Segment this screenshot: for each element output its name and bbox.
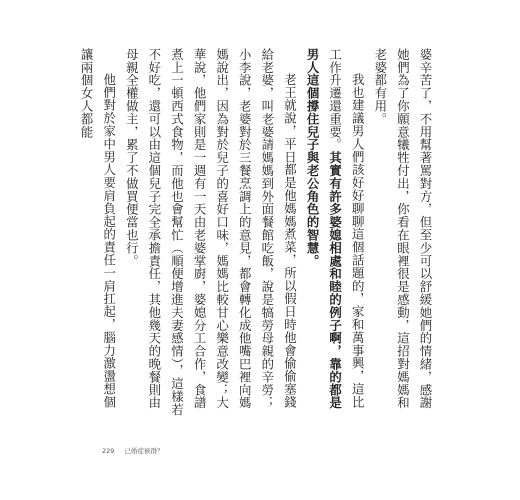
body-text [75, 48, 437, 418]
paragraph-2-plain: 我也建議男人們該好好聊聊這個話題的，家和萬事興，這比工作升遷還重要。 [327, 48, 366, 409]
paragraph-4: 他們對於家中男人要肩負起的責任一肩扛起，腦力激盪想個讓兩個女人都能 [79, 48, 117, 409]
paragraph-1: 婆辛苦了，不用幫著罵對方，但至少可以舒緩她們的情緒，感謝她們為了你願意犧牲付出，你看在眼裡很是感動，這招對媽媽和老婆都有用。 [372, 48, 433, 410]
page-number: 229 [102, 447, 115, 455]
paragraph-2-bold: 其實有許多婆媳相處和睦的例子啊，靠的都是男人這個撐住兒子與老公角色的智慧。 [305, 48, 343, 410]
paragraph-2 [300, 48, 368, 418]
paragraph-3: 老王就說，平日都是他媽媽煮菜，所以假日時他會偷偷塞錢給老婆，叫老婆請媽媽到外面餐館吃飯，說是犒勞母親的辛勞；小李說，老婆對於三餐烹調上的意見，都會轉化成他嘴巴裡向媽媽說出，因為對於兒子的喜好口味，媽媽比較甘心樂意改變；大華說，他們家則是一週有一天由老婆掌廚，婆媳分工合作，食譜煮上一頓西式食物，而他也會幫忙（順便增進夫妻感情），這樣若不好吃，還可以由這個兒子完全承擔責任，其他幾天的晚餐則由母親全權做主，累了不做買便當也行。 [124, 48, 298, 416]
running-title: 已婚症候群？ [124, 447, 164, 455]
page-footer [102, 446, 164, 455]
